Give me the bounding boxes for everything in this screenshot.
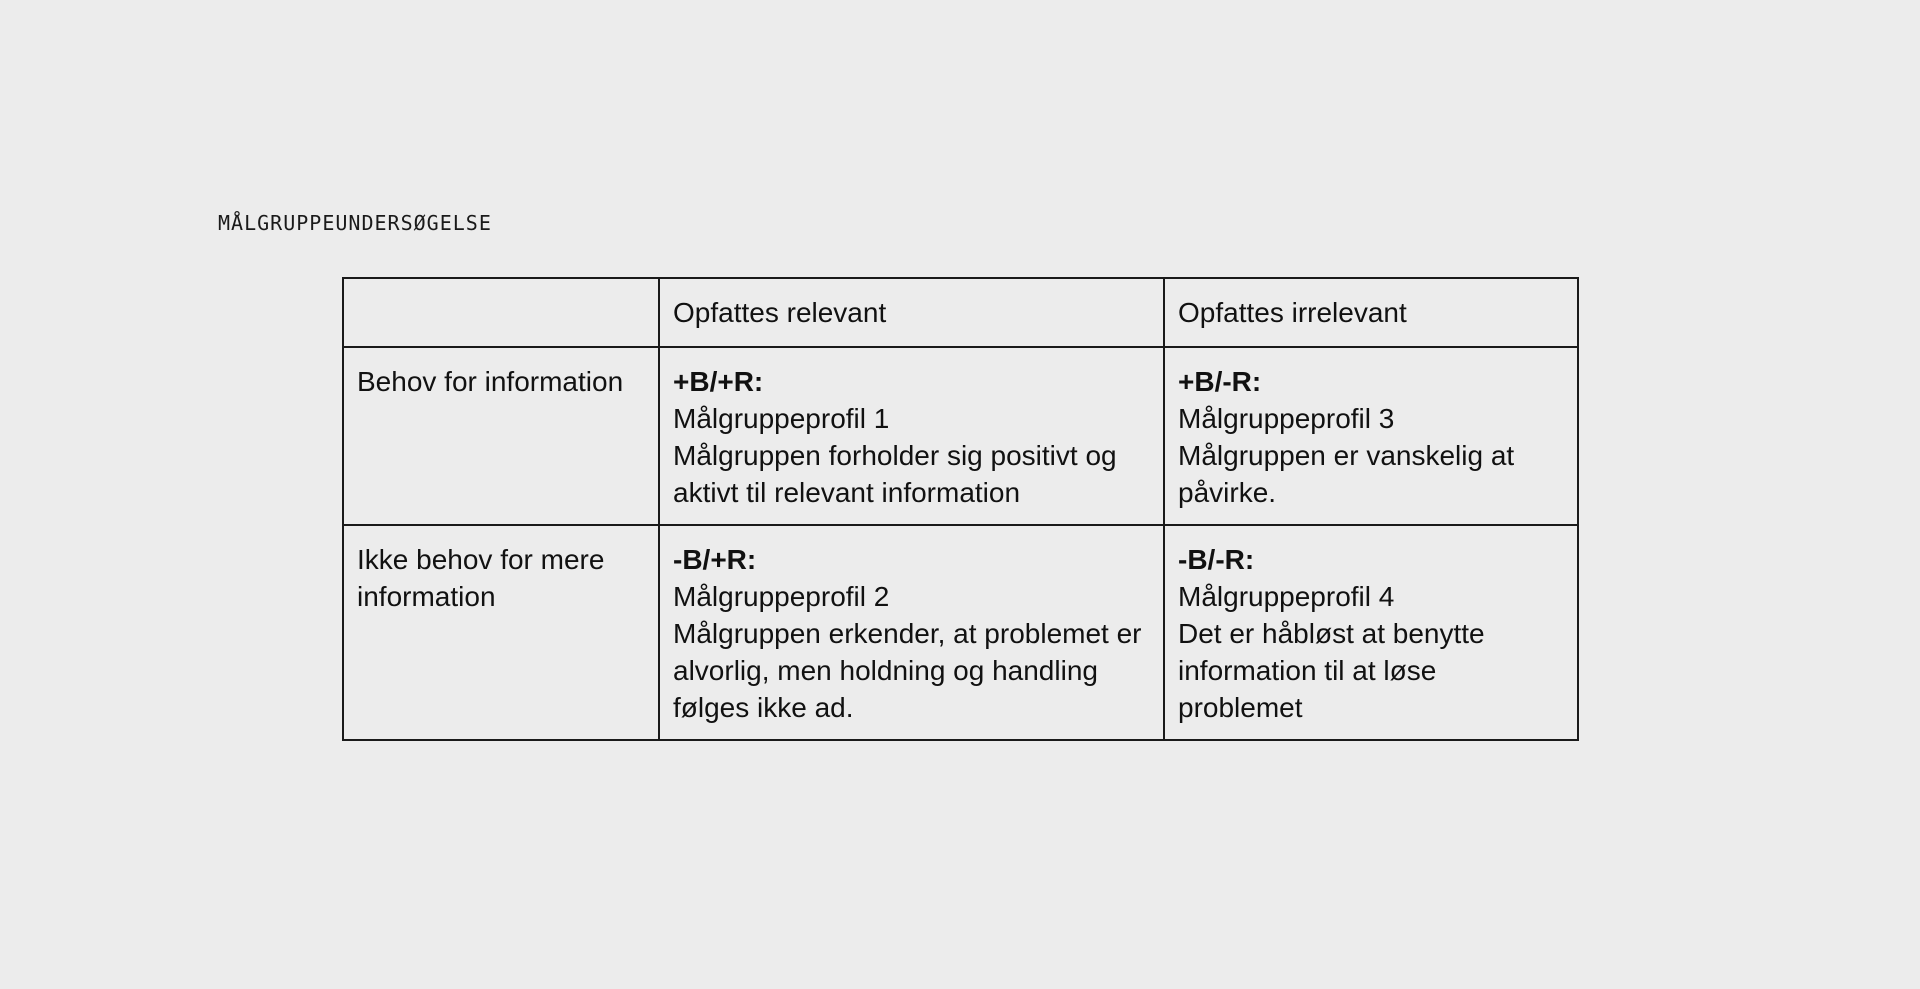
row-header-no-need-info: Ikke behov for mere information — [343, 525, 659, 740]
profile-description: Målgruppen erkender, at problemet er alvorlig, men holdning og handling følges ikke ad. — [673, 618, 1142, 723]
table-header-row — [343, 278, 1578, 347]
profile-description: Målgruppen forholder sig positivt og aktivt til relevant information — [673, 440, 1117, 508]
profile-name: Målgruppeprofil 3 — [1178, 403, 1395, 434]
profile-cell-3 — [1164, 347, 1578, 525]
profile-code: -B/-R: — [1178, 544, 1255, 575]
profile-code: +B/-R: — [1178, 366, 1262, 397]
table-row — [343, 525, 1578, 740]
table-row — [343, 347, 1578, 525]
column-header-relevant: Opfattes relevant — [659, 278, 1164, 347]
column-header-irrelevant: Opfattes irrelevant — [1164, 278, 1578, 347]
profile-cell-2 — [659, 525, 1164, 740]
profile-name: Målgruppeprofil 4 — [1178, 581, 1395, 612]
target-group-matrix — [342, 277, 1579, 741]
profile-code: +B/+R: — [673, 366, 764, 397]
profile-description: Målgruppen er vanskelig at påvirke. — [1178, 440, 1515, 508]
row-header-need-info: Behov for information — [343, 347, 659, 525]
profile-name: Målgruppeprofil 1 — [673, 403, 890, 434]
page-title: MÅLGRUPPEUNDERSØGELSE — [218, 211, 492, 235]
profile-code: -B/+R: — [673, 544, 757, 575]
corner-cell — [343, 278, 659, 347]
profile-cell-4 — [1164, 525, 1578, 740]
profile-name: Målgruppeprofil 2 — [673, 581, 890, 612]
profile-description: Det er håbløst at benytte information til at løse problemet — [1178, 618, 1485, 723]
profile-cell-1 — [659, 347, 1164, 525]
